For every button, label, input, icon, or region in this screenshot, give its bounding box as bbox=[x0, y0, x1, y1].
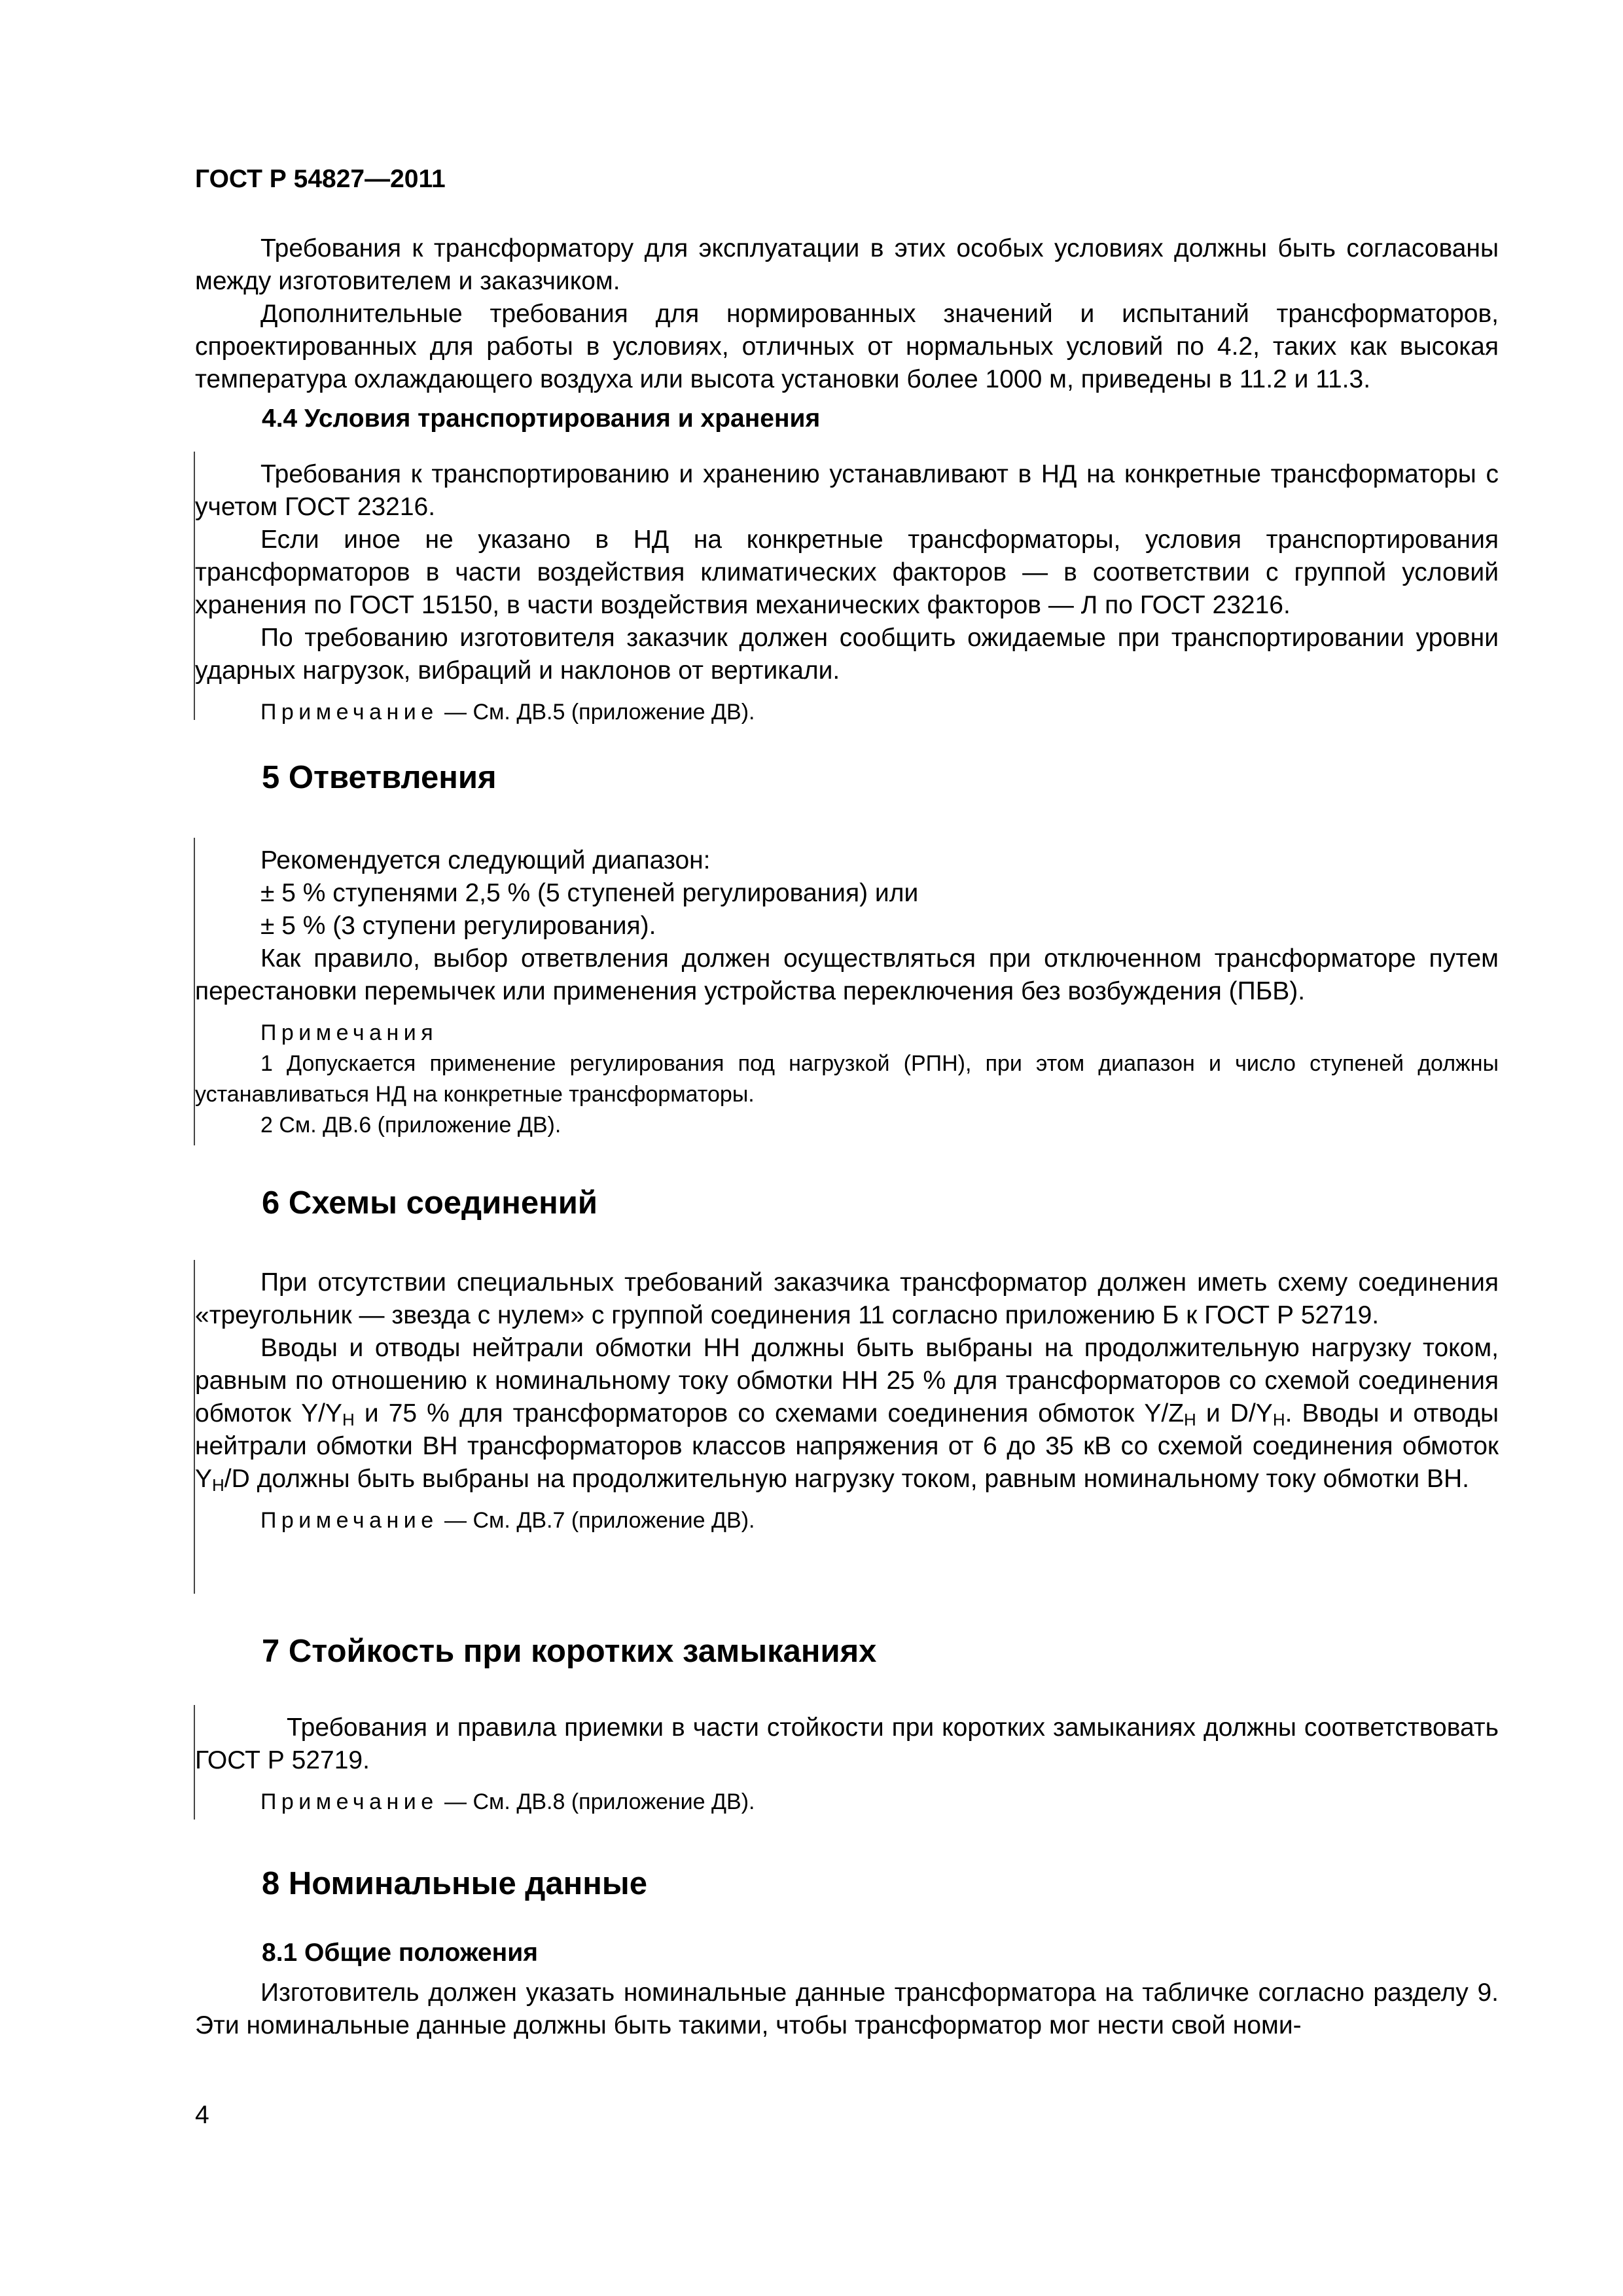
section-5-title: 5 Ответвления bbox=[262, 760, 497, 795]
section-7-paragraph-1: Требования и правила приемки в части стойкости при коротких замыканиях должны соответствовать ГОСТ Р 52719. bbox=[195, 1713, 1499, 1774]
section-6-note: Примечание — См. ДВ.7 (приложение ДВ). bbox=[260, 1508, 755, 1533]
section-5-notes-label: Примечания bbox=[260, 1020, 438, 1045]
section-7-title: 7 Стойкость при коротких замыканиях bbox=[262, 1634, 877, 1669]
section-4-4-paragraph-3: По требованию изготовителя заказчик должен сообщить ожидаемые при транспортировании уровни ударных нагрузок, вибраций и наклонов от вертикали. bbox=[195, 624, 1499, 685]
section-8-body bbox=[195, 1977, 1499, 2042]
section-5-list-item-2: ± 5 % (3 ступени регулирования). bbox=[260, 912, 656, 940]
section-4-4-note bbox=[195, 696, 1499, 728]
section-5-body bbox=[195, 844, 1499, 1141]
section-5-paragraph-1: Рекомендуется следующий диапазон: bbox=[260, 846, 711, 874]
section-6-title: 6 Схемы соединений bbox=[262, 1185, 597, 1221]
section-8-1-title: 8.1 Общие положения bbox=[262, 1939, 538, 1967]
section-5-note-2: 2 См. ДВ.6 (приложение ДВ). bbox=[260, 1113, 562, 1138]
section-8-paragraph-1: Изготовитель должен указать номинальные данные трансформатора на табличке согласно разделу 9. Эти номинальные данные должны быть такими, чтобы трансформатор мог нести свой номи- bbox=[195, 1979, 1499, 2039]
section-6-body bbox=[195, 1266, 1499, 1536]
section-5-paragraph-2: Как правило, выбор ответвления должен осуществляться при отключенном трансформаторе путем перестановки перемычек или применения устройства переключения без возбуждения (ПБВ). bbox=[195, 944, 1499, 1005]
intro-paragraph-1: Требования к трансформатору для эксплуатации в этих особых условиях должны быть согласованы между изготовителем и заказчиком. bbox=[195, 234, 1499, 295]
intro-paragraph-2: Дополнительные требования для нормированных значений и испытаний трансформаторов, спроектированных для работы в условиях, отличных от нормальных условий по 4.2, таких как высокая температура охлаждающего воздуха или высота установки более 1000 м, приведены в 11.2 и 11.3. bbox=[195, 300, 1499, 393]
section-4-4-body bbox=[195, 458, 1499, 728]
document-header: ГОСТ Р 54827—2011 bbox=[195, 165, 446, 193]
section-7-body bbox=[195, 1712, 1499, 1818]
page-number: 4 bbox=[195, 2101, 209, 2129]
intro-block bbox=[195, 232, 1499, 396]
section-4-4-paragraph-1: Требования к транспортированию и хранению устанавливают в НД на конкретные трансформаторы с учетом ГОСТ 23216. bbox=[195, 460, 1499, 521]
section-5-note-1: 1 Допускается применение регулирования под нагрузкой (РПН), при этом диапазон и число ступеней должны устанавливаться НД на конкретные трансформаторы. bbox=[195, 1051, 1499, 1107]
section-7-note: Примечание — См. ДВ.8 (приложение ДВ). bbox=[260, 1789, 755, 1814]
section-4-4-title: 4.4 Условия транспортирования и хранения bbox=[262, 404, 821, 433]
section-4-4-paragraph-2: Если иное не указано в НД на конкретные трансформаторы, условия транспортирования трансформаторов в части воздействия климатических факторов — в соответствии с группой условий хранения по ГОСТ 15150, в части воздействия механических факторов — Л по ГОСТ 23216. bbox=[195, 526, 1499, 619]
section-5-list-item-1: ± 5 % ступенями 2,5 % (5 ступеней регулирования) или bbox=[260, 879, 919, 907]
note-label: Примечание bbox=[260, 700, 438, 725]
section-6-paragraph-1: При отсутствии специальных требований заказчика трансформатор должен иметь схему соединения «треугольник — звезда с нулем» с группой соединения 11 согласно приложению Б к ГОСТ Р 52719. bbox=[195, 1268, 1499, 1329]
note-text: — См. ДВ.5 (приложение ДВ). bbox=[438, 700, 755, 725]
section-8-title: 8 Номинальные данные bbox=[262, 1866, 647, 1901]
section-6-paragraph-2: Вводы и отводы нейтрали обмотки НН должны быть выбраны на продолжительную нагрузку током, равным по отношению к номинальному току обмотки НН 25 % для трансформаторов со схемой соединения обмоток $Y/Y_Н$ и 75 % для трансформаторов со схемами соединения обмоток $Y/Z_Н$ и $D/Y_Н$. Вводы и отводы нейтрали обмотки ВН трансформаторов классов напряжения от 6 до 35 кВ со схемой соединения обмоток $Y_Н/D$ должны быть выбраны на продолжительную нагрузку током, равным номинальному току обмотки ВН. bbox=[195, 1334, 1499, 1495]
